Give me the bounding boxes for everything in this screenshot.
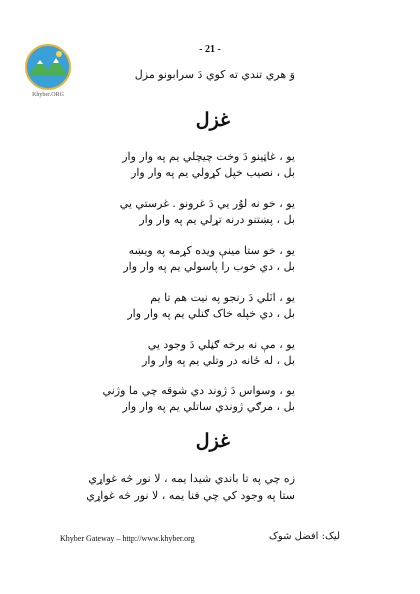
top-verse-line: وَ هري تندي ته کوي دَ سرابونو مزل — [134, 68, 295, 81]
footer-author: ليک: افضل شوک — [268, 531, 340, 542]
verse-line: بل ، دي خپله خاک ګنلي يم په وار وار — [127, 307, 295, 320]
verse-line: يو ، وسواس دَ ژوند دي شوقه چي ما وژني — [102, 384, 295, 397]
footer-site-link[interactable]: Khyber Gateway – http://www.khyber.org — [60, 534, 195, 543]
verse-line: بل ، پښتنو درنه تړلي يم په وار وار — [139, 213, 295, 226]
verse-line: بل ، دي خوب را پاسولي يم په وار وار — [123, 260, 295, 273]
verse-line: يو ، مې نه برخه ګڼلي دَ وجود يي — [147, 338, 295, 351]
verse-line: بل ، نصيب خپل کړولي يم په وار وار — [131, 166, 295, 179]
ghazal-title-2: غزل — [195, 430, 230, 452]
verse-line: بل ، له ځانه در وتلي يم په وار وار — [142, 354, 295, 367]
verse-line: بل ، مرګي ژوندي ساتلي يم په وار وار — [122, 400, 295, 413]
verse-line: ستا په وجود کي چي فنا يمه ، لا نور څه غواړي — [86, 489, 295, 502]
verse-line: يو ، اٽلي دَ رنجو په نيت هم تا يم — [150, 291, 295, 304]
verse-line: يو ، خو ستا مينې ويده کړمه په ويښه — [128, 244, 295, 257]
verse-line: زه چي په تا باندي شيدا يمه ، لا نور څه غواړي — [88, 472, 295, 485]
verse-line: يو ، خو نه لوُر يي دَ غرونو . غرستي يي — [119, 197, 295, 210]
verse-line: يو ، غاټينو دَ وخت چيچلي يم په وار وار — [122, 150, 295, 163]
ghazal-title-1: غزل — [195, 109, 230, 131]
logo-caption: Khyber.ORG — [32, 92, 64, 98]
page-number: - 21 - — [199, 44, 221, 55]
